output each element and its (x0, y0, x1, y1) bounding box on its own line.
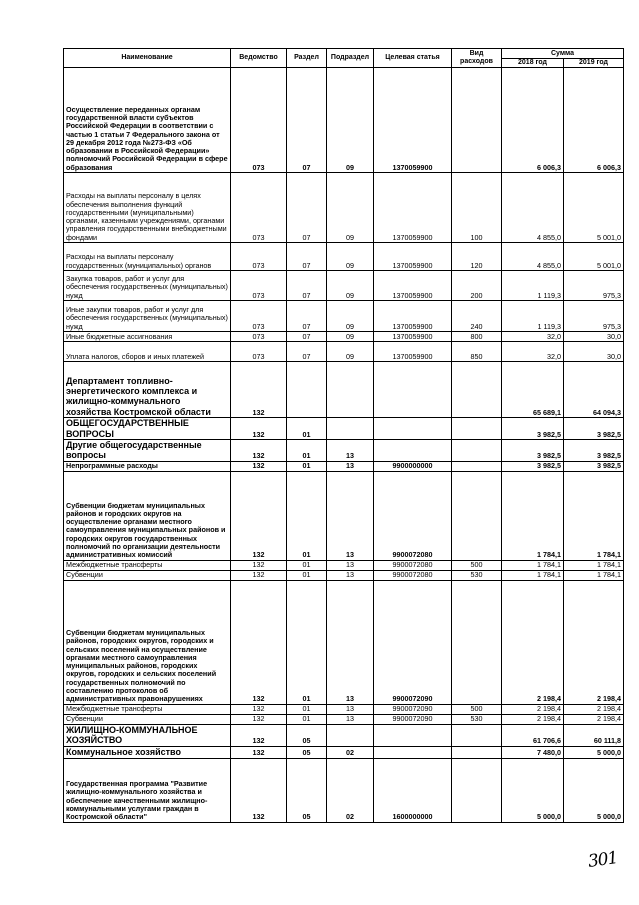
cell-vedomstvo: 132 (231, 471, 287, 560)
cell-celevaya: 1370059900 (374, 301, 452, 332)
cell-2019: 2 198,4 (564, 714, 624, 724)
cell-razdel: 07 (287, 271, 327, 301)
cell-name: Непрограммные расходы (64, 461, 231, 471)
cell-vid (452, 746, 502, 758)
cell-2019: 975,3 (564, 301, 624, 332)
cell-2018: 1 784,1 (502, 560, 564, 570)
cell-2018: 6 006,3 (502, 68, 564, 173)
cell-2019: 3 982,5 (564, 418, 624, 440)
cell-celevaya: 1370059900 (374, 173, 452, 243)
cell-celevaya (374, 362, 452, 418)
cell-vid: 500 (452, 704, 502, 714)
header-vedomstvo: Ведомство (231, 49, 287, 68)
cell-2018: 61 706,6 (502, 724, 564, 746)
header-vid: Вид расходов (452, 49, 502, 68)
cell-2019: 1 784,1 (564, 471, 624, 560)
cell-podrazdel: 13 (327, 580, 374, 704)
cell-vedomstvo: 132 (231, 758, 287, 822)
cell-name: ОБЩЕГОСУДАРСТВЕННЫЕ ВОПРОСЫ (64, 418, 231, 440)
cell-2018: 7 480,0 (502, 746, 564, 758)
cell-razdel: 07 (287, 342, 327, 362)
cell-2019: 3 982,5 (564, 440, 624, 462)
table-row (64, 580, 624, 704)
page-number: 301 (586, 848, 619, 872)
cell-vedomstvo: 073 (231, 243, 287, 271)
cell-vedomstvo: 132 (231, 570, 287, 580)
cell-celevaya: 1370059900 (374, 342, 452, 362)
cell-vedomstvo: 073 (231, 342, 287, 362)
cell-celevaya: 9900072090 (374, 704, 452, 714)
cell-vid: 530 (452, 570, 502, 580)
cell-podrazdel: 09 (327, 301, 374, 332)
cell-2019: 1 784,1 (564, 570, 624, 580)
cell-2019: 6 006,3 (564, 68, 624, 173)
cell-2018: 3 982,5 (502, 461, 564, 471)
header-summa: Сумма (502, 49, 624, 59)
table-row (64, 560, 624, 570)
cell-podrazdel: 13 (327, 461, 374, 471)
table-row (64, 746, 624, 758)
cell-vid: 500 (452, 560, 502, 570)
table-row (64, 570, 624, 580)
cell-2018: 4 855,0 (502, 243, 564, 271)
cell-name: Закупка товаров, работ и услуг для обеспечения государственных (муниципальных) нужд (64, 271, 231, 301)
budget-table (63, 48, 624, 823)
cell-name: Межбюджетные трансферты (64, 560, 231, 570)
cell-2019: 5 000,0 (564, 746, 624, 758)
cell-razdel: 01 (287, 440, 327, 462)
cell-podrazdel (327, 362, 374, 418)
cell-2018: 2 198,4 (502, 714, 564, 724)
cell-celevaya (374, 418, 452, 440)
cell-name: Расходы на выплаты персоналу государственных (муниципальных) органов (64, 243, 231, 271)
table-row (64, 332, 624, 342)
cell-name: Иные закупки товаров, работ и услуг для обеспечения государственных (муниципальных) нужд (64, 301, 231, 332)
cell-2018: 32,0 (502, 332, 564, 342)
table-row (64, 714, 624, 724)
header-2018: 2018 год (502, 59, 564, 68)
cell-celevaya: 1370059900 (374, 271, 452, 301)
cell-name: ЖИЛИЩНО-КОММУНАЛЬНОЕ ХОЗЯЙСТВО (64, 724, 231, 746)
cell-podrazdel: 09 (327, 342, 374, 362)
cell-vid (452, 418, 502, 440)
budget-table-sheet (63, 48, 623, 823)
cell-podrazdel: 09 (327, 271, 374, 301)
table-row (64, 704, 624, 714)
cell-vedomstvo: 132 (231, 461, 287, 471)
cell-razdel (287, 362, 327, 418)
header-razdel: Раздел (287, 49, 327, 68)
cell-razdel: 01 (287, 704, 327, 714)
cell-2018: 1 784,1 (502, 471, 564, 560)
cell-2019: 30,0 (564, 342, 624, 362)
cell-2019: 975,3 (564, 271, 624, 301)
cell-podrazdel: 09 (327, 243, 374, 271)
cell-vid (452, 580, 502, 704)
cell-vedomstvo: 073 (231, 332, 287, 342)
cell-2018: 1 784,1 (502, 570, 564, 580)
cell-podrazdel: 13 (327, 440, 374, 462)
cell-podrazdel: 13 (327, 560, 374, 570)
cell-vid: 530 (452, 714, 502, 724)
cell-razdel: 05 (287, 746, 327, 758)
cell-name: Департамент топливно-энергетического комплекса и жилищно-коммунального хозяйства Костромской области (64, 362, 231, 418)
cell-name: Расходы на выплаты персоналу в целях обеспечения выполнения функций государственными (муниципальными) органами, казенными учреждениями, органами управления государственными внебюджетными фондами (64, 173, 231, 243)
cell-2019: 5 001,0 (564, 173, 624, 243)
cell-2018: 3 982,5 (502, 440, 564, 462)
cell-2019: 5 001,0 (564, 243, 624, 271)
table-row (64, 173, 624, 243)
cell-podrazdel (327, 724, 374, 746)
cell-vedomstvo: 132 (231, 580, 287, 704)
cell-2018: 1 119,3 (502, 271, 564, 301)
cell-razdel: 01 (287, 580, 327, 704)
table-row (64, 68, 624, 173)
cell-razdel: 01 (287, 418, 327, 440)
cell-celevaya (374, 440, 452, 462)
cell-celevaya: 1370059900 (374, 332, 452, 342)
cell-podrazdel: 13 (327, 471, 374, 560)
cell-celevaya: 1370059900 (374, 243, 452, 271)
cell-vid (452, 440, 502, 462)
cell-razdel: 07 (287, 68, 327, 173)
cell-celevaya: 9900072080 (374, 471, 452, 560)
cell-2018: 2 198,4 (502, 704, 564, 714)
cell-2018: 65 689,1 (502, 362, 564, 418)
cell-celevaya: 9900072080 (374, 570, 452, 580)
cell-podrazdel: 13 (327, 570, 374, 580)
cell-2018: 2 198,4 (502, 580, 564, 704)
cell-name: Субвенции бюджетам муниципальных районов и городских округов на осуществление органами местного самоуправления муниципальных районов и городских округов государственных полномочий по организации деятельности административных комиссий (64, 471, 231, 560)
cell-vedomstvo: 132 (231, 560, 287, 570)
cell-vid: 100 (452, 173, 502, 243)
cell-podrazdel: 09 (327, 68, 374, 173)
cell-vid: 800 (452, 332, 502, 342)
cell-razdel: 07 (287, 173, 327, 243)
cell-2018: 1 119,3 (502, 301, 564, 332)
cell-vid: 200 (452, 271, 502, 301)
cell-2019: 64 094,3 (564, 362, 624, 418)
cell-2019: 60 111,8 (564, 724, 624, 746)
cell-2018: 4 855,0 (502, 173, 564, 243)
cell-vedomstvo: 073 (231, 271, 287, 301)
cell-vid: 850 (452, 342, 502, 362)
table-row (64, 418, 624, 440)
cell-celevaya: 9900072080 (374, 560, 452, 570)
cell-podrazdel (327, 418, 374, 440)
cell-2018: 5 000,0 (502, 758, 564, 822)
cell-vedomstvo: 132 (231, 724, 287, 746)
cell-2019: 1 784,1 (564, 560, 624, 570)
cell-razdel: 01 (287, 570, 327, 580)
cell-name: Иные бюджетные ассигнования (64, 332, 231, 342)
cell-celevaya (374, 746, 452, 758)
cell-vedomstvo: 132 (231, 714, 287, 724)
cell-name: Уплата налогов, сборов и иных платежей (64, 342, 231, 362)
header-podrazdel: Подраздел (327, 49, 374, 68)
table-row (64, 243, 624, 271)
cell-razdel: 01 (287, 714, 327, 724)
cell-2019: 30,0 (564, 332, 624, 342)
cell-celevaya: 9900072090 (374, 580, 452, 704)
cell-name: Коммунальное хозяйство (64, 746, 231, 758)
cell-razdel: 05 (287, 758, 327, 822)
cell-podrazdel: 02 (327, 746, 374, 758)
cell-vedomstvo: 132 (231, 440, 287, 462)
cell-razdel: 05 (287, 724, 327, 746)
cell-vedomstvo: 132 (231, 746, 287, 758)
cell-name: Межбюджетные трансферты (64, 704, 231, 714)
cell-name: Субвенции бюджетам муниципальных районов, городских округов, городских и сельских поселений на осуществление органами местного самоуправления муниципальных районов, городских округов, городских и сельских поселений государственных полномочий по составлению протоколов об административных правонарушениях (64, 580, 231, 704)
cell-podrazdel: 13 (327, 704, 374, 714)
cell-razdel: 07 (287, 243, 327, 271)
cell-razdel: 01 (287, 461, 327, 471)
cell-vedomstvo: 132 (231, 418, 287, 440)
cell-2018: 32,0 (502, 342, 564, 362)
cell-2019: 2 198,4 (564, 580, 624, 704)
cell-name: Государственная программа "Развитие жилищно-коммунального хозяйства и обеспечение качественными жилищно-коммунальными услугами граждан в Костромской области" (64, 758, 231, 822)
cell-podrazdel: 09 (327, 332, 374, 342)
table-row (64, 758, 624, 822)
cell-vid (452, 471, 502, 560)
cell-vid (452, 362, 502, 418)
cell-name: Осуществление переданных органам государственной власти субъектов Российской Федерации в соответствии с частью 1 статьи 7 Федерального закона от 29 декабря 2012 года №273-ФЗ «Об образовании в Российской Федерации» полномочий Российской Федерации в сфере образования (64, 68, 231, 173)
cell-vid: 120 (452, 243, 502, 271)
table-row (64, 301, 624, 332)
table-row (64, 440, 624, 462)
cell-2019: 3 982,5 (564, 461, 624, 471)
cell-razdel: 07 (287, 332, 327, 342)
cell-podrazdel: 13 (327, 714, 374, 724)
header-celevaya: Целевая статья (374, 49, 452, 68)
cell-celevaya: 1370059900 (374, 68, 452, 173)
cell-2019: 2 198,4 (564, 704, 624, 714)
table-row (64, 461, 624, 471)
cell-name: Субвенции (64, 570, 231, 580)
cell-celevaya (374, 724, 452, 746)
cell-vedomstvo: 073 (231, 301, 287, 332)
cell-vedomstvo: 132 (231, 704, 287, 714)
cell-2019: 5 000,0 (564, 758, 624, 822)
table-row (64, 362, 624, 418)
table-row (64, 724, 624, 746)
cell-vid (452, 461, 502, 471)
table-row (64, 271, 624, 301)
cell-vedomstvo: 132 (231, 362, 287, 418)
table-row (64, 471, 624, 560)
cell-podrazdel: 02 (327, 758, 374, 822)
cell-2018: 3 982,5 (502, 418, 564, 440)
cell-podrazdel: 09 (327, 173, 374, 243)
cell-celevaya: 9900072090 (374, 714, 452, 724)
cell-vid (452, 724, 502, 746)
cell-name: Другие общегосударственные вопросы (64, 440, 231, 462)
header-name: Наименование (64, 49, 231, 68)
header-2019: 2019 год (564, 59, 624, 68)
cell-vedomstvo: 073 (231, 68, 287, 173)
cell-razdel: 01 (287, 471, 327, 560)
cell-razdel: 01 (287, 560, 327, 570)
table-row (64, 342, 624, 362)
cell-celevaya: 1600000000 (374, 758, 452, 822)
cell-razdel: 07 (287, 301, 327, 332)
cell-vid (452, 68, 502, 173)
cell-name: Субвенции (64, 714, 231, 724)
cell-vedomstvo: 073 (231, 173, 287, 243)
cell-celevaya: 9900000000 (374, 461, 452, 471)
cell-vid: 240 (452, 301, 502, 332)
cell-vid (452, 758, 502, 822)
